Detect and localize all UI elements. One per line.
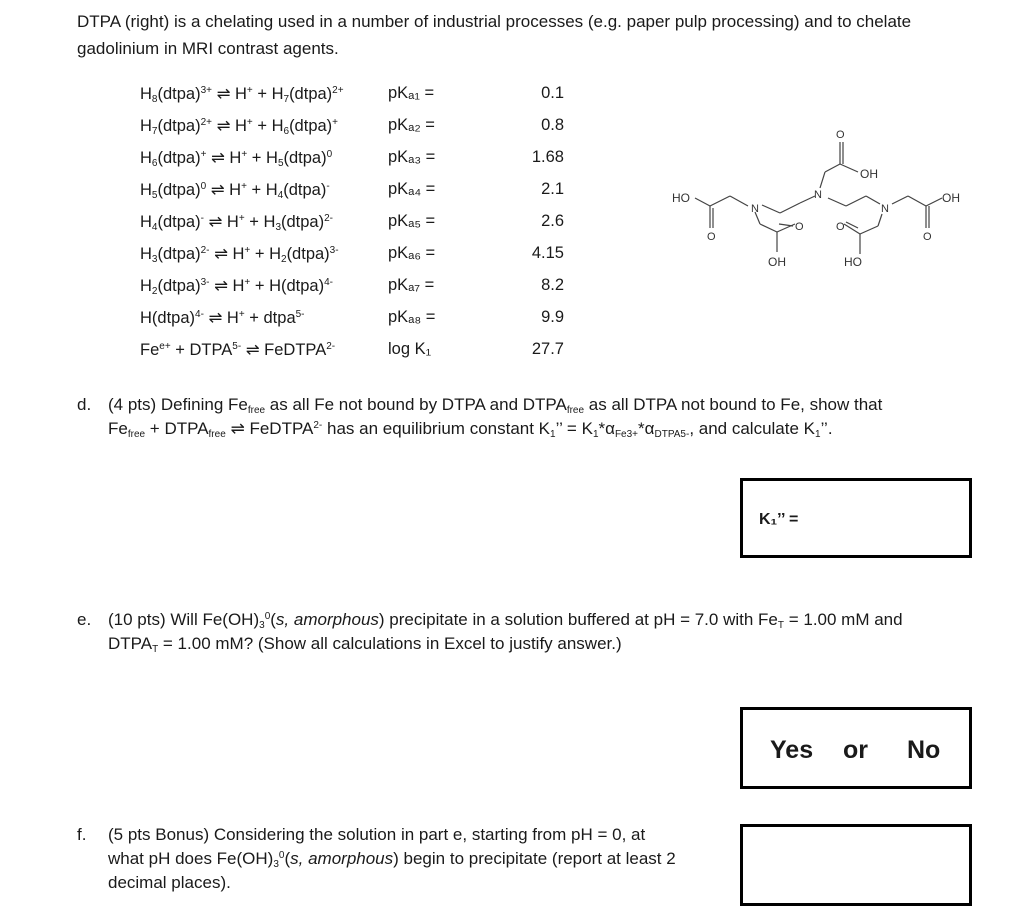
question-f-line1: (5 pts Bonus) Considering the solution in part e, starting from pH = 0, at xyxy=(108,825,646,844)
question-f xyxy=(77,823,737,895)
no-option[interactable]: No xyxy=(907,736,941,764)
constant-value: 2.1 xyxy=(541,180,564,198)
equation-part: H xyxy=(140,245,152,263)
equation-part: + xyxy=(246,117,253,128)
equation-part: + H xyxy=(252,117,284,135)
equation-part: ⇌ H xyxy=(209,245,245,263)
equation-part: 2- xyxy=(200,245,210,256)
equation-part: 5- xyxy=(295,309,305,320)
n-label-1: N xyxy=(751,203,759,215)
answer-box-yes-no[interactable] xyxy=(740,707,972,789)
equation-part: + xyxy=(246,85,253,96)
equation-part: 2 xyxy=(281,254,287,265)
question-e-italic: s, amorphous xyxy=(275,610,379,629)
constant-value: 9.9 xyxy=(541,308,564,326)
equation-part: (dtpa) xyxy=(157,149,201,167)
equation-part: + H xyxy=(244,213,276,231)
constant-value: 0.1 xyxy=(541,84,564,102)
question-f-label: f. xyxy=(77,825,87,844)
constant-value: 4.15 xyxy=(531,244,564,262)
sub-3: 3 xyxy=(259,620,265,631)
sup-2minus: 2- xyxy=(313,420,323,431)
question-e-text4: = 1.00 mM and xyxy=(783,610,903,629)
equation-part: ⇌ H xyxy=(206,149,242,167)
constant-value: 2.6 xyxy=(541,212,564,230)
equation-part: (dtpa) xyxy=(157,181,201,199)
or-text: or xyxy=(843,736,868,764)
question-d-label: d. xyxy=(77,395,92,414)
yes-option[interactable]: Yes xyxy=(770,736,814,764)
equation-part: 3+ xyxy=(200,85,212,96)
equation-part: ⇌ H xyxy=(206,181,242,199)
sub-t-2: T xyxy=(152,644,159,655)
equation-part: (dtpa) xyxy=(157,213,201,231)
equation-part: ⇌ H xyxy=(203,309,239,327)
o-label-mid2: O xyxy=(836,221,845,233)
equation-part: 7 xyxy=(283,94,290,105)
equation-part: ⇌ H xyxy=(212,117,247,135)
equation-part: 6 xyxy=(283,126,290,137)
equation-part: (dtpa) xyxy=(281,277,325,295)
constant-value: 8.2 xyxy=(541,276,564,294)
sub-one: 1 xyxy=(550,429,556,440)
equation-part: 4- xyxy=(195,309,204,320)
question-d xyxy=(77,393,977,441)
question-d-line2h: , and calculate K xyxy=(689,419,816,438)
question-e-text3: ) precipitate in a solution buffered at pH = 7.0 with Fe xyxy=(378,610,778,629)
equation-part: + H xyxy=(250,245,281,263)
equation-part: 2 xyxy=(151,286,158,297)
equation-part: 4 xyxy=(151,222,158,233)
question-f-line2b: ( xyxy=(284,849,291,868)
constant-label: pKₐ₇ = xyxy=(388,276,435,294)
equation-part: H xyxy=(140,277,152,295)
question-e-line2: DTPA xyxy=(108,634,153,653)
o-label-left: O xyxy=(707,231,716,243)
oh-label-right: OH xyxy=(942,191,960,205)
equation-part: 2+ xyxy=(332,85,344,96)
ho-label-bottom-right: HO xyxy=(844,255,862,269)
equation-part: 7 xyxy=(151,126,158,137)
question-d-text-3: as all DTPA not bound to Fe, show that xyxy=(584,395,883,414)
equilibrium-equation xyxy=(140,116,338,136)
question-d-line2g: *α xyxy=(638,419,655,438)
equation-part: ⇌ FeDTPA xyxy=(241,341,327,359)
sub-free-3: free xyxy=(127,429,146,440)
equation-part: + xyxy=(332,117,339,128)
equation-part: 2- xyxy=(326,341,336,352)
equation-part: H xyxy=(140,85,152,103)
equation-part: (dtpa) xyxy=(289,85,333,103)
equation-part: (dtpa) xyxy=(286,245,330,263)
equilibrium-equation xyxy=(140,148,332,168)
equation-part: 3- xyxy=(200,277,210,288)
equation-part: + dtpa xyxy=(244,309,296,327)
constant-value: 1.68 xyxy=(531,148,564,166)
equation-part: 3- xyxy=(329,245,339,256)
question-d-line2f: *α xyxy=(598,419,615,438)
question-d-text-2: as all Fe not bound by DTPA and DTPA xyxy=(265,395,567,414)
sub-fe3: Fe3+ xyxy=(614,429,639,440)
equation-part: 5 xyxy=(151,190,158,201)
question-e-text2: ( xyxy=(270,610,276,629)
equilibrium-equation xyxy=(140,244,339,264)
sub-t: T xyxy=(777,620,784,631)
answer-box-k1[interactable] xyxy=(740,478,972,558)
equation-part: + H xyxy=(246,181,278,199)
equation-part: 3 xyxy=(151,254,158,265)
k1-answer-label: K₁’’ = xyxy=(759,511,799,528)
constant-label: pKₐ₂ = xyxy=(388,116,435,134)
question-d-line2i: ’’. xyxy=(820,419,833,438)
equation-part: (dtpa) xyxy=(151,309,196,327)
sub-one-3: 1 xyxy=(815,429,821,440)
sub-3-f: 3 xyxy=(273,859,279,870)
equilibrium-equation xyxy=(140,84,344,104)
question-d-line2e: ’’ = K xyxy=(555,419,593,438)
question-e-line2b: = 1.00 mM? (Show all calculations in Excel to justify answer.) xyxy=(158,634,622,653)
equation-part: 3 xyxy=(275,222,281,233)
constant-label: pKₐ₈ = xyxy=(388,308,436,326)
equation-part: - xyxy=(200,213,204,224)
equation-part: (dtpa) xyxy=(289,117,333,135)
equation-part: 4 xyxy=(277,190,284,201)
equation-part: Fe xyxy=(140,341,160,359)
ho-label-left: HO xyxy=(672,191,690,205)
equation-part: ⇌ H xyxy=(203,213,239,231)
equation-part: + xyxy=(238,309,245,320)
equation-part: 2+ xyxy=(200,117,212,128)
dtpa-structure xyxy=(660,120,980,280)
constant-value: 0.8 xyxy=(541,116,564,134)
equation-part: e+ xyxy=(159,341,171,352)
equilibrium-equation xyxy=(140,212,333,232)
sup-0: 0 xyxy=(264,611,271,622)
equation-part: 6 xyxy=(151,158,158,169)
equation-part: 0 xyxy=(326,149,333,160)
constant-value: 27.7 xyxy=(531,340,564,358)
sub-dtpa5: DTPA5- xyxy=(654,429,690,440)
sub-one-2: 1 xyxy=(592,429,599,440)
n-label-2: N xyxy=(814,189,822,201)
equation-part: H xyxy=(140,309,152,327)
equation-part: (dtpa) xyxy=(281,213,325,231)
equation-part: + xyxy=(244,245,251,256)
intro-paragraph: DTPA (right) is a chelating used in a number of industrial processes (e.g. paper pulp processing) and to chelate gadolinium in MRI contrast agents. xyxy=(77,12,912,58)
equation-part: 5- xyxy=(232,341,242,352)
equation-part: + H xyxy=(247,149,278,167)
equation-part: H xyxy=(140,213,152,231)
constant-label: pKₐ₄ = xyxy=(388,180,436,198)
n-label-3: N xyxy=(881,203,889,215)
equation-part: (dtpa) xyxy=(157,277,201,295)
sub-free-2: free xyxy=(566,405,585,416)
answer-box-ph[interactable] xyxy=(740,824,972,906)
question-e-text: (10 pts) Will Fe(OH) xyxy=(108,610,260,629)
equation-part: (dtpa) xyxy=(157,245,201,263)
equation-part: + H xyxy=(250,277,281,295)
constant-label: pKₐ₁ = xyxy=(388,84,435,102)
equation-part: 8 xyxy=(151,94,158,105)
equation-part: H xyxy=(140,117,152,135)
equation-part: + DTPA xyxy=(170,341,233,359)
equation-part: 5 xyxy=(277,158,284,169)
equation-part: 0 xyxy=(200,181,207,192)
constant-label: log K₁ xyxy=(388,340,432,358)
o-label-mid1: O xyxy=(795,221,804,233)
oh-label-bottom-left: OH xyxy=(768,255,786,269)
equilibrium-equation xyxy=(140,276,333,296)
constant-label: pKₐ₅ = xyxy=(388,212,436,230)
equation-part: ⇌ H xyxy=(212,85,247,103)
question-e-label: e. xyxy=(77,610,92,629)
equation-part: (dtpa) xyxy=(283,149,327,167)
equation-part: (dtpa) xyxy=(157,85,201,103)
question-f-italic: s, amorphous xyxy=(290,849,394,868)
equation-part: + H xyxy=(252,85,284,103)
constant-label: pKₐ₆ = xyxy=(388,244,436,262)
o-label-right: O xyxy=(923,231,932,243)
question-e xyxy=(77,608,977,656)
question-d-line2b: + DTPA xyxy=(145,419,209,438)
question-d-line2d: has an equilibrium constant K xyxy=(322,419,551,438)
equation-part: 4- xyxy=(324,277,334,288)
sub-free-4: free xyxy=(208,429,226,440)
constant-label: pKₐ₃ = xyxy=(388,148,436,166)
equation-part: + xyxy=(241,181,247,192)
question-f-line2c: ) begin to precipitate (report at least 2 xyxy=(393,849,676,868)
equation-part: + xyxy=(244,277,251,288)
equation-part: H xyxy=(140,149,152,167)
equilibrium-equation xyxy=(140,340,335,360)
equation-part: - xyxy=(326,181,330,192)
equilibrium-equation xyxy=(140,180,330,200)
question-f-line2: what pH does Fe(OH) xyxy=(108,849,274,868)
sup-0-f: 0 xyxy=(278,850,285,861)
question-d-line2: Fe xyxy=(108,419,128,438)
question-f-line3: decimal places). xyxy=(108,873,231,892)
equation-part: + xyxy=(238,213,245,224)
equilibrium-equation xyxy=(140,308,305,328)
sub-free: free xyxy=(247,405,266,416)
equation-part: H xyxy=(140,181,152,199)
equation-part: + xyxy=(241,149,248,160)
question-d-text: (4 pts) Defining Fe xyxy=(108,395,248,414)
equation-part: 2- xyxy=(324,213,334,224)
equation-part: ⇌ H xyxy=(209,277,245,295)
equation-part: (dtpa) xyxy=(157,117,201,135)
equation-part: + xyxy=(200,149,207,160)
oh-label-top: OH xyxy=(860,167,878,181)
equation-part: (dtpa) xyxy=(283,181,327,199)
question-d-line2c: ⇌ FeDTPA xyxy=(225,419,314,438)
o-label-top: O xyxy=(836,129,845,141)
